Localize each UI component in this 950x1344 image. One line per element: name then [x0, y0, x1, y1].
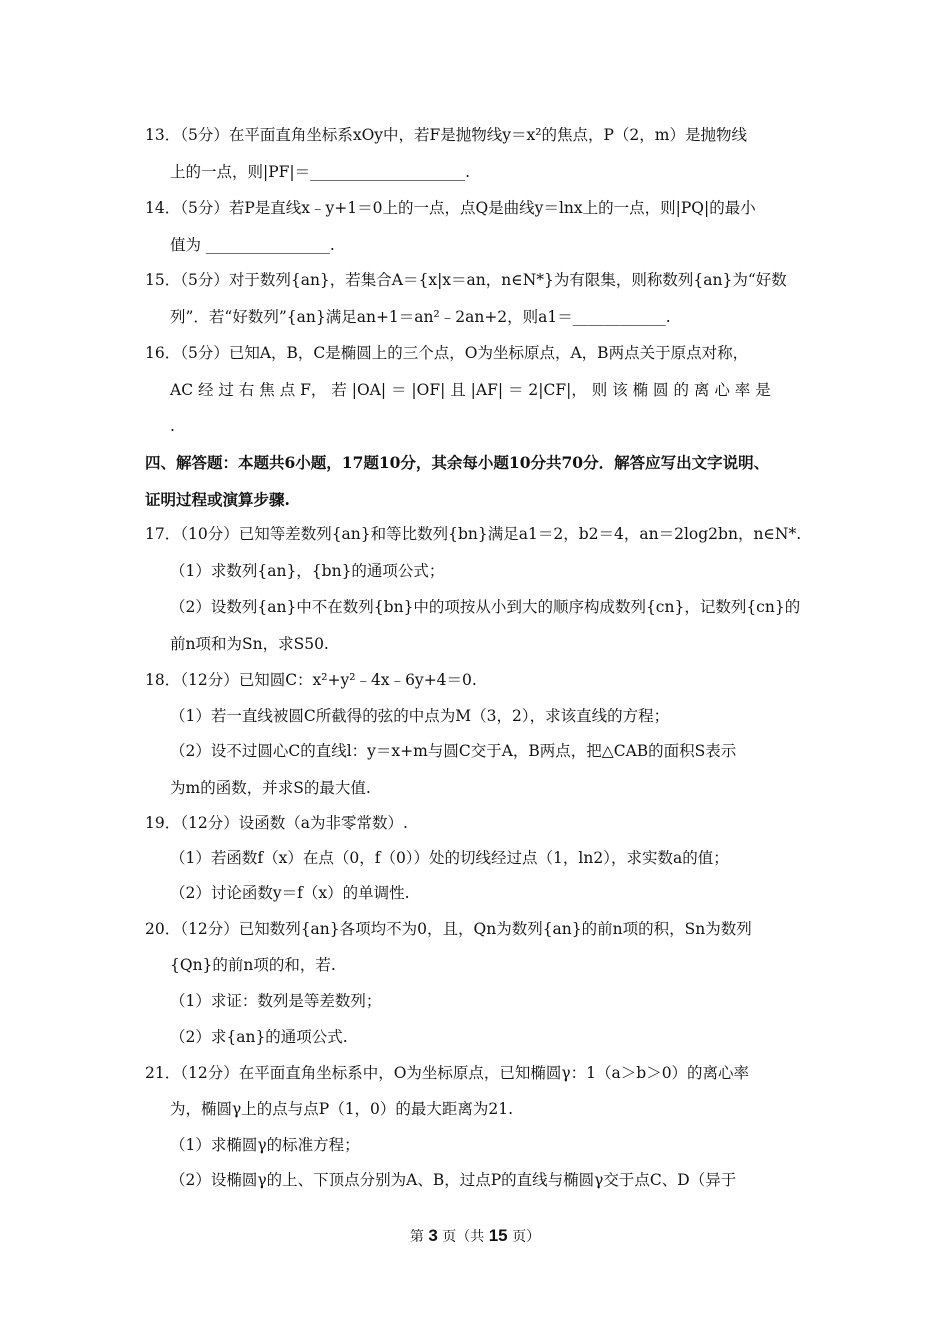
page-footer	[0, 1226, 950, 1246]
section-heading-line-1: 四、解答题：本题共6小题，17题10分，其余每小题10分共70分．解答应写出文字说明、	[145, 453, 770, 472]
question-15-line-1: 15．（5分）对于数列{an}，若集合A＝{x|x＝an，n∈N*}为有限集，则称数列{an}为“好数	[145, 271, 787, 289]
question-16-line-3: .	[170, 417, 175, 435]
question-21-line-2: 为，椭圆γ上的点与点P（1，0）的最大距离为21.	[170, 1100, 514, 1118]
question-17-part-2-cont: 前n项和为Sn，求S50.	[170, 635, 329, 653]
question-19-part-2: （2）讨论函数y＝f（x）的单调性.	[170, 884, 410, 902]
question-20-line-1: 20．（12分）已知数列{an}各项均不为0，且，Qn为数列{an}的前n项的积，Sn为数列	[145, 920, 752, 938]
question-20-part-1: （1）求证：数列是等差数列；	[170, 992, 382, 1010]
question-18-line-1: 18．（12分）已知圆C：x²+y²﹣4x﹣6y+4＝0.	[145, 671, 477, 689]
question-16-line-1: 16．（5分）已知A，B，C是椭圆上的三个点，O为坐标原点，A，B两点关于原点对称，	[145, 344, 749, 362]
question-17-part-1: （1）求数列{an}，{bn}的通项公式；	[170, 562, 445, 580]
question-13-line-1: 13．（5分）在平面直角坐标系xOy中，若F是抛物线y＝x²的焦点，P（2，m）是抛物线	[145, 126, 747, 144]
question-21-line-1: 21．（12分）在平面直角坐标系中，O为坐标原点，已知椭圆γ：1（a＞b＞0）的离心率	[145, 1064, 750, 1082]
footer-prefix: 第	[409, 1229, 424, 1245]
question-16-line-2: AC 经 过 右 焦 点 F， 若 |OA| ＝ |OF| 且 |AF| ＝ 2|CF|， 则 该 椭 圆 的 离 心 率 是	[170, 381, 771, 399]
question-19-line-1: 19．（12分）设函数（a为非零常数）.	[145, 814, 408, 832]
footer-suffix: 页）	[512, 1229, 541, 1245]
question-17-part-2: （2）设数列{an}中不在数列{bn}中的项按从小到大的顺序构成数列{cn}，记数列{cn}的	[170, 598, 801, 616]
footer-total-pages: 15	[488, 1226, 508, 1245]
question-15-line-2: 列”．若“好数列”{an}满足an+1＝an²﹣2an+2，则a1＝____________.	[170, 308, 671, 326]
footer-page-number: 3	[428, 1226, 438, 1245]
question-21-part-1: （1）求椭圆γ的标准方程；	[170, 1136, 360, 1154]
question-14-line-1: 14．（5分）若P是直线x﹣y+1＝0上的一点，点Q是曲线y＝lnx上的一点，则|PQ|的最小	[145, 199, 756, 217]
question-14-line-2: 值为 ________________.	[170, 236, 335, 254]
question-18-part-1: （1）若一直线被圆C所截得的弦的中点为M（3，2），求该直线的方程；	[170, 707, 670, 725]
question-21-part-2: （2）设椭圆γ的上、下顶点分别为A、B，过点P的直线与椭圆γ交于点C、D（异于	[170, 1171, 737, 1189]
question-13-line-2: 上的一点，则|PF|＝____________________.	[170, 163, 471, 181]
footer-middle: 页（共	[442, 1229, 485, 1245]
question-18-part-2: （2）设不过圆心C的直线l：y＝x+m与圆C交于A，B两点，把△CAB的面积S表示	[170, 742, 737, 760]
section-heading-line-2: 证明过程或演算步骤.	[145, 490, 290, 509]
question-19-part-1: （1）若函数f（x）在点（0，f（0））处的切线经过点（1，ln2），求实数a的值；	[170, 849, 729, 867]
question-18-part-2-cont: 为m的函数，并求S的最大值.	[170, 779, 371, 797]
question-17-line-1: 17．（10分）已知等差数列{an}和等比数列{bn}满足a1＝2，b2＝4，an＝2log2bn，n∈N*.	[145, 525, 802, 543]
question-20-line-2: {Qn}的前n项的和，若.	[170, 956, 336, 974]
question-20-part-2: （2）求{an}的通项公式.	[170, 1028, 348, 1046]
